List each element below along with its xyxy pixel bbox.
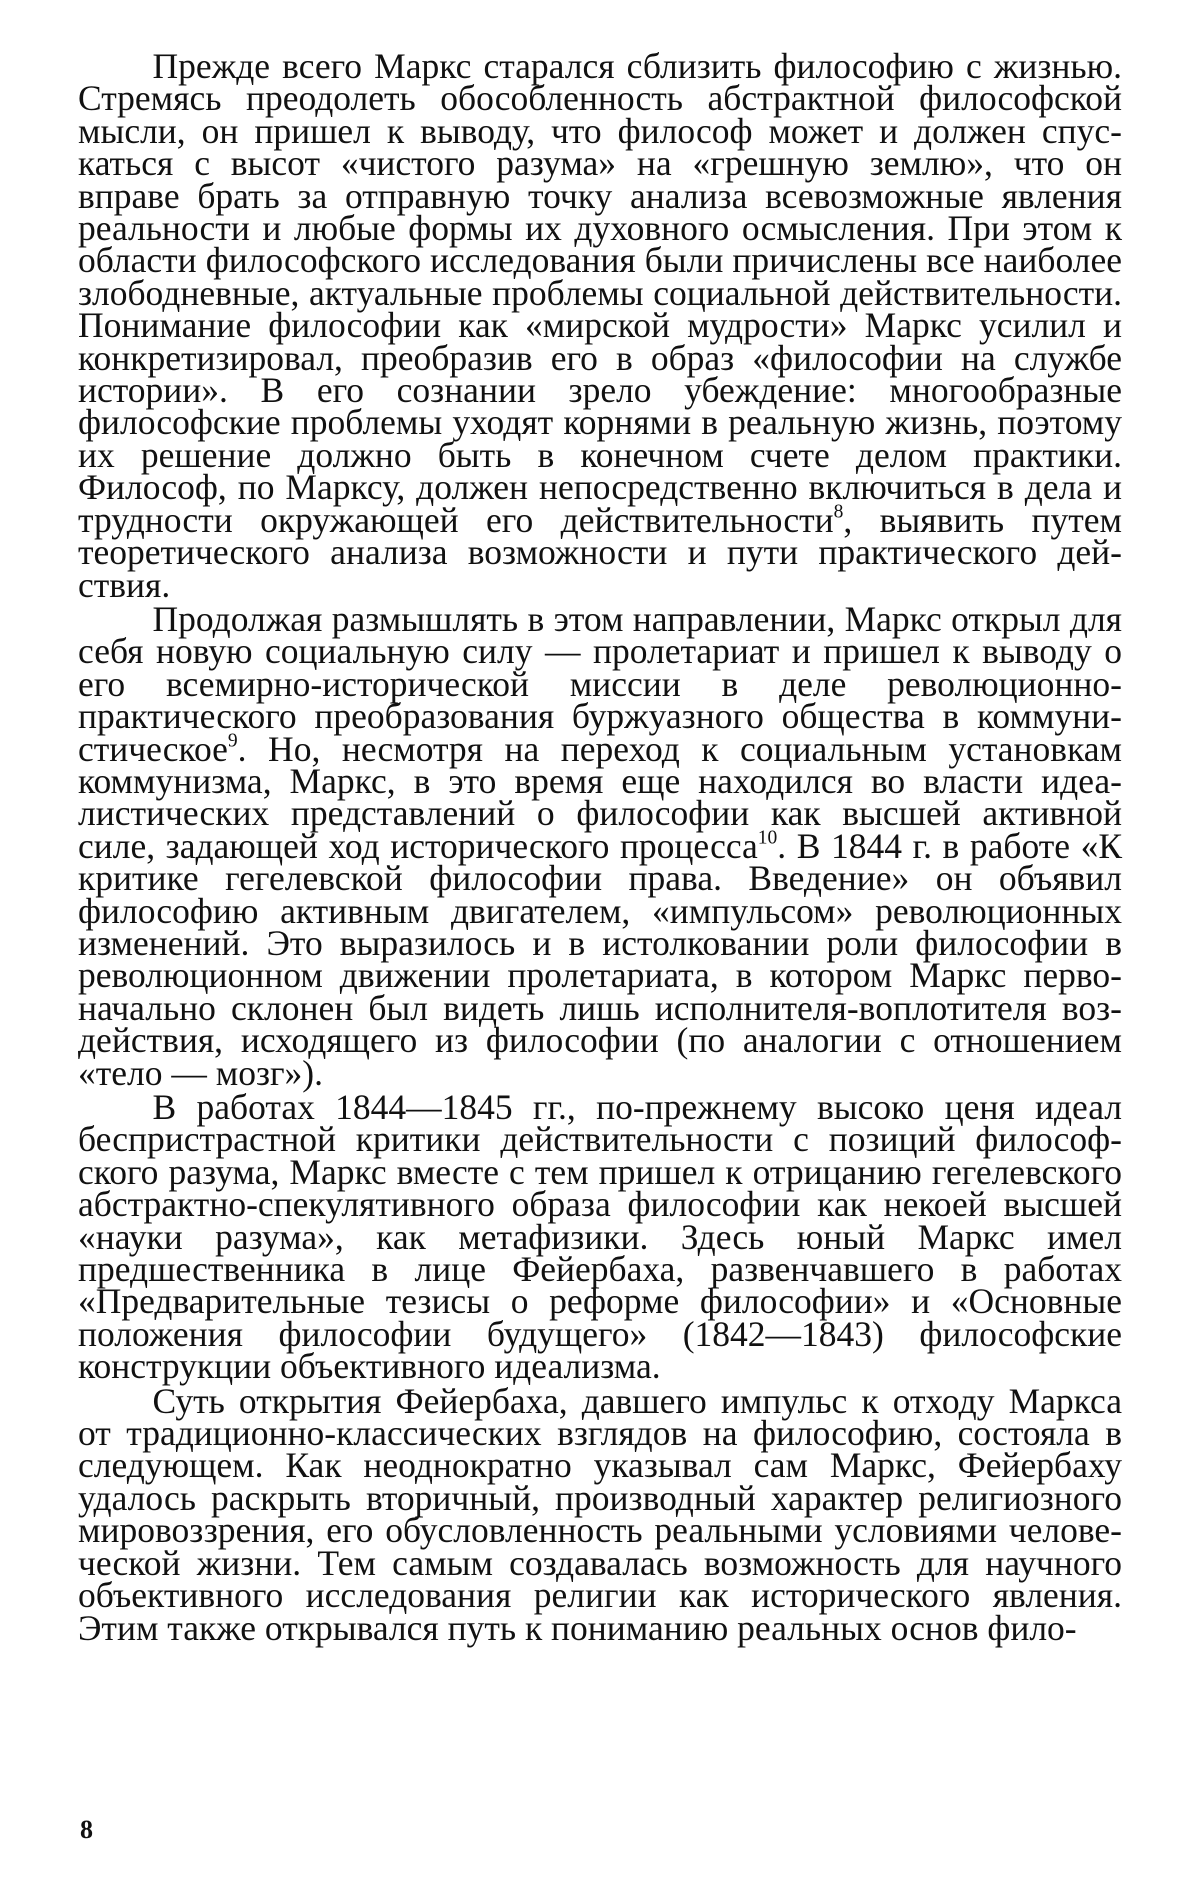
footnote-ref-10: 10 <box>757 827 778 849</box>
paragraph-1 <box>78 46 1122 605</box>
paragraph-1-text-a: Прежде всего Маркс старался сблизить философию с жизнью. Стремясь преодолеть обособленность абстрактной философской мысли, он пришел к выводу, что философ может и должен спускаться с высот «чистого разума» на «грешную землю», что он вправе брать за отправную точку анализа всевозможные явления реальности и любые формы их духовного осмысления. При этом к области философского исследования были причислены все наиболее злободневные, актуальные проблемы социальной действительности. Понимание философии как «мирской мудрости» Маркс усилил и конкретизировал, преобразив его в образ «философии на службе истории». В его сознании зрело убеждение: многообразные философские проблемы уходят корнями в реальную жизнь, поэтому их решение должно быть в конечном счете делом практики. Философ, по Марксу, должен непосредственно включиться в дела и трудности окружающей его действительности <box>78 46 1122 540</box>
paragraph-4-text: Суть открытия Фейербаха, давшего импульс к отходу Маркса от традиционно-классических взглядов на философию, состояла в следующем. Как неоднократно указывал сам Маркс, Фейербаху удалось раскрыть вторичный, производный характер религиозного мировоззрения, его обусловленность реальными условиями человеческой жизни. Тем самым создавалась возможность для научного объективного исследования религии как исторического явления. Этим также открывался путь к пониманию реальных основ фило- <box>78 1380 1122 1648</box>
page-number: 8 <box>80 1815 93 1844</box>
paragraph-3 <box>78 1087 1122 1387</box>
paragraph-2-text-a: Продолжая размышлять в этом направлении, Маркс открыл для себя новую социальную силу — пролетариат и пришел к выводу о его всемирно-исторической миссии в деле революционно-практического преобразования буржуазного общества в коммунистическое <box>78 598 1122 769</box>
paragraph-3-text: В работах 1844—1845 гг., по-прежнему высоко ценя идеал беспристрастной критики действительности с позиций философского разума, Маркс вместе с тем пришел к отрицанию гегелевского абстрактно-спекулятивного образа философии как некоей высшей «науки разума», как метафизики. Здесь юный Маркс имел предшественника в лице Фейербаха, развенчавшего в работах «Предварительные тезисы о реформе философии» и «Основные положения философии будущего» (1842—1843) философские конструкции объективного идеализма. <box>78 1087 1122 1387</box>
paragraph-2 <box>78 598 1122 1093</box>
footnote-ref-8: 8 <box>833 501 844 523</box>
page-text-body <box>78 46 1122 1648</box>
paragraph-1-text-b: , выявить путем теоретического анализа возможности и пути практического действия. <box>78 499 1122 605</box>
footnote-ref-9: 9 <box>227 729 238 751</box>
paragraph-2-text-c: . В 1844 г. в работе «К критике гегелевской философии права. Введение» он объявил философию активным двигателем, «импульсом» революционных изменений. Это выразилось и в истолковании роли философии в революционном движении пролетариата, в котором Маркс первоначально склонен был видеть лишь исполнителя-воплотителя воздействия, исходящего из философии (по аналогии с отношением «тело — мозг»). <box>78 825 1122 1093</box>
paragraph-4 <box>78 1380 1122 1648</box>
paragraph-2-text-b: . Но, несмотря на переход к социальным установкам коммунизма, Маркс, в это время еще находился во власти идеалистических представлений о философии как высшей активной силе, задающей ход исторического процесса <box>78 728 1122 866</box>
